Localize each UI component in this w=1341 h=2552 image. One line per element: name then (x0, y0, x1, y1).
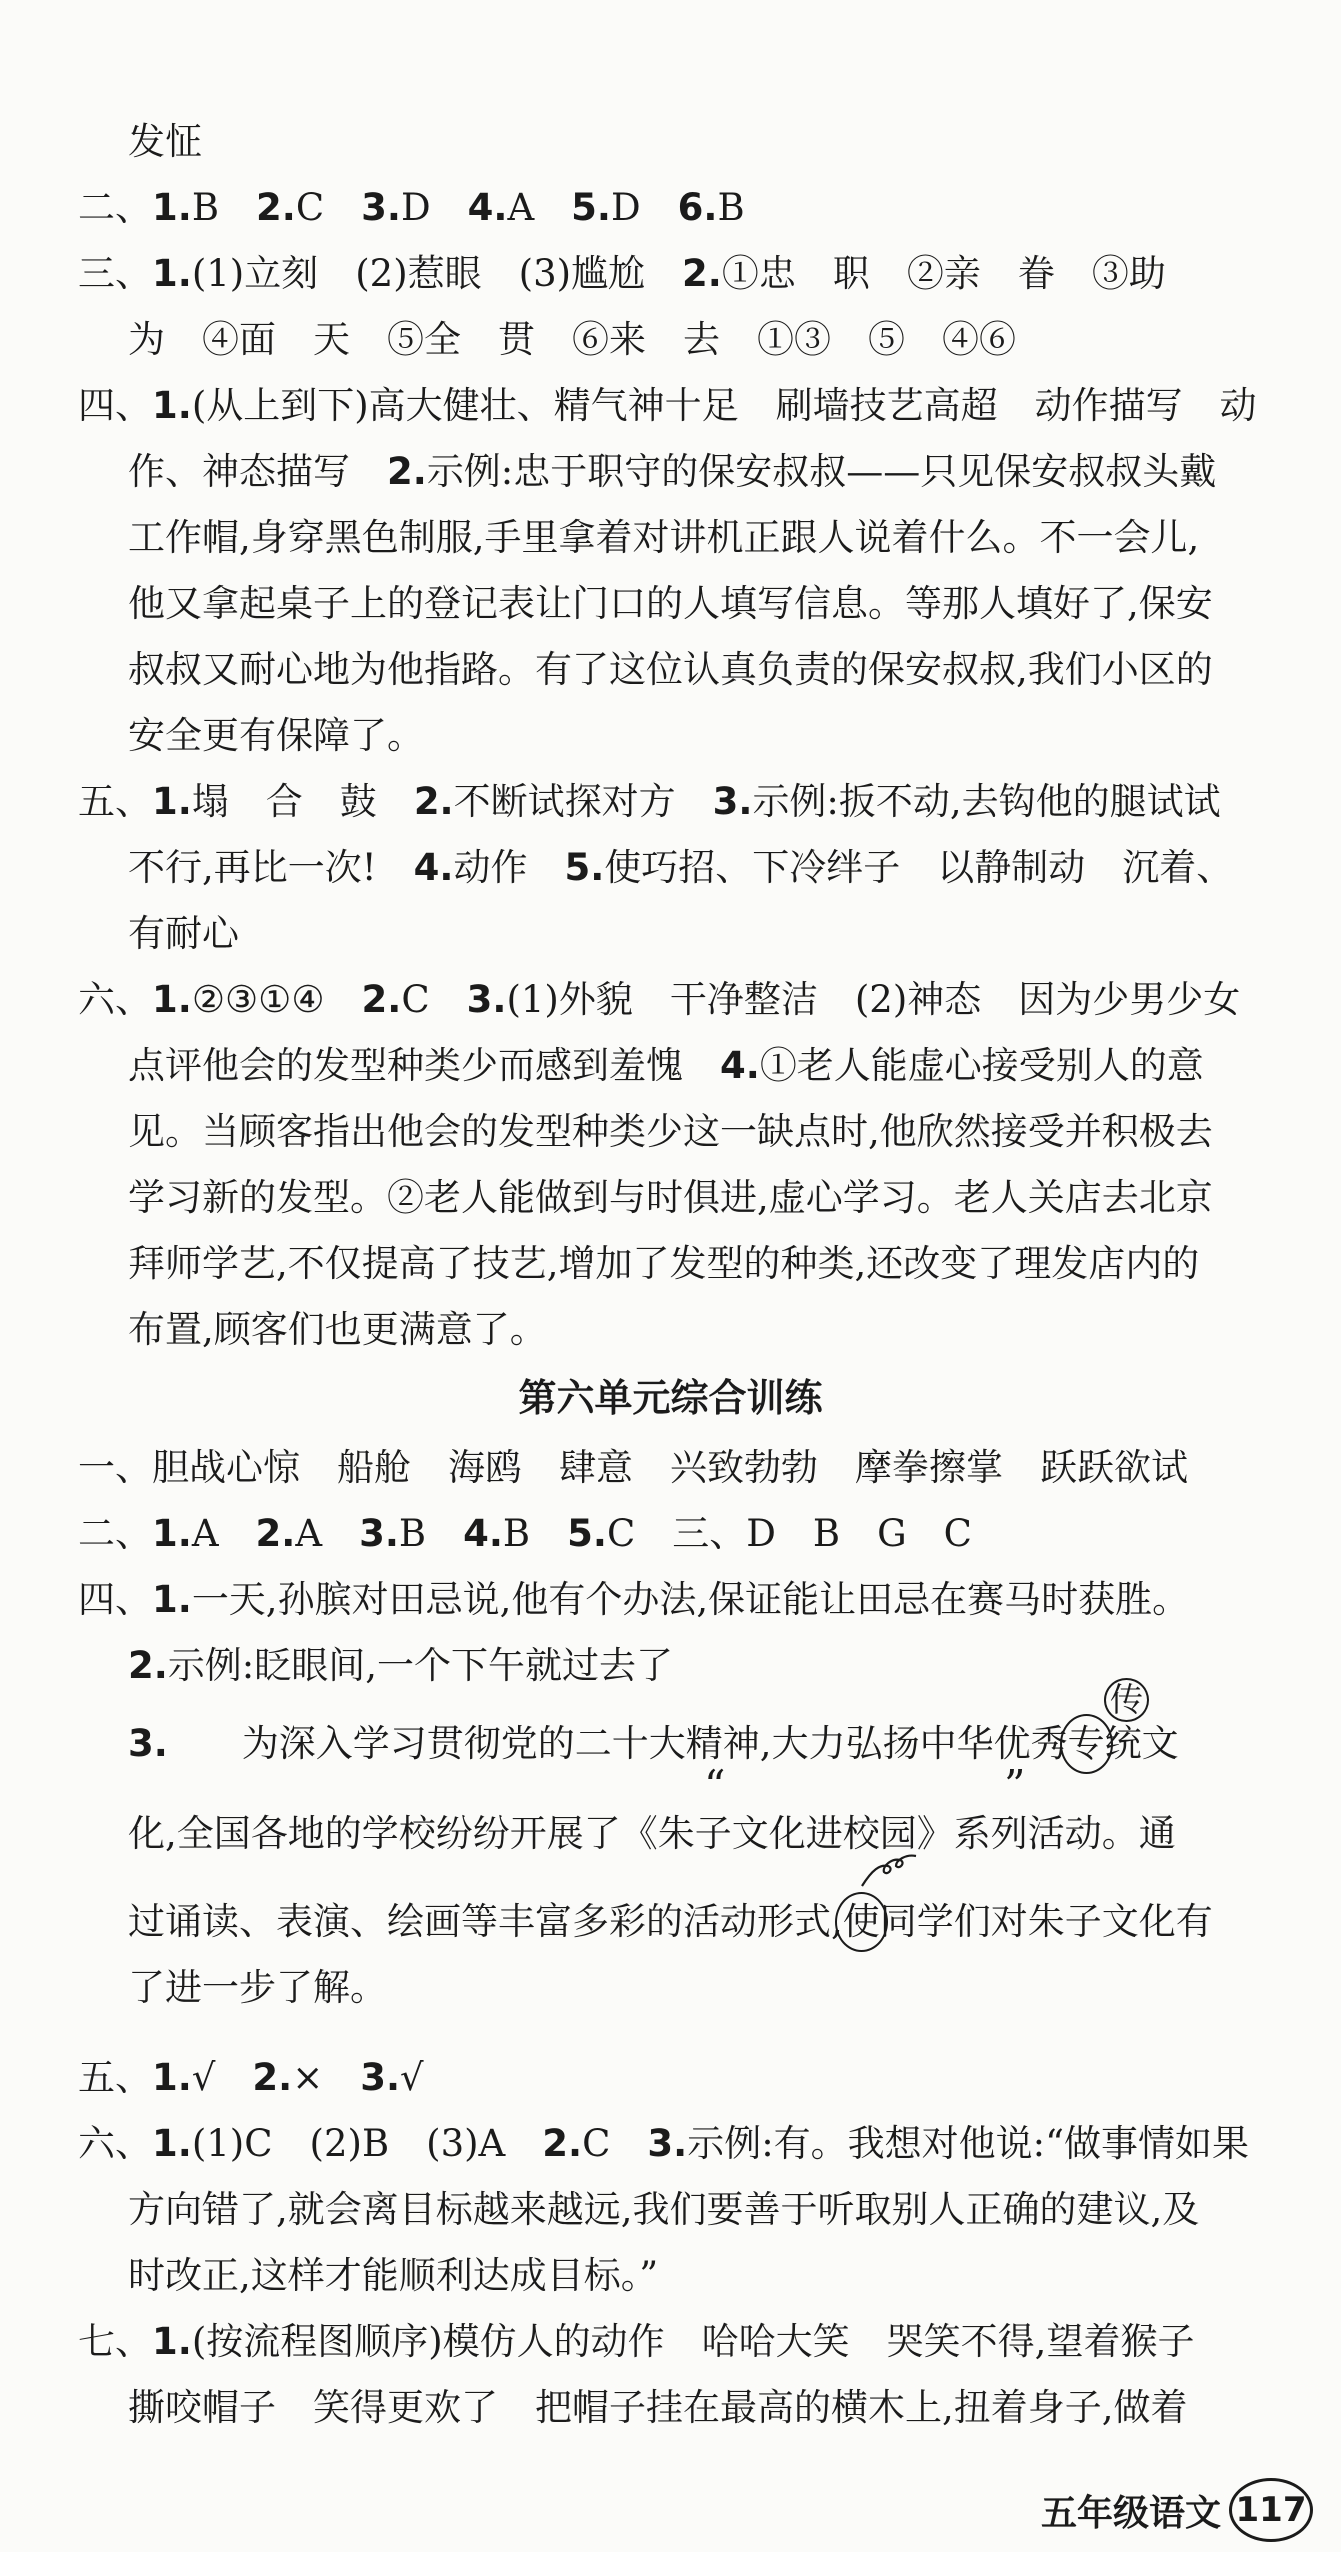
replace-bracket-close: 》 (916, 1812, 954, 1855)
text-line: 五、1.√ 2.× 3.√ (78, 2056, 424, 2099)
correction-mark: 传 (1110, 1680, 1143, 1719)
text-line: 为 ④面 天 ⑤全 贯 ⑥来 去 ①③ ⑤ ④⑥ (128, 318, 1016, 361)
text-line: 六、1.(1)C (2)B (3)A 2.C 3.示例:有。我想对他说:“做事情如果 (78, 2122, 1250, 2165)
text-line: 方向错了,就会离目标越来越远,我们要善于听取别人正确的建议,及 (128, 2188, 1200, 2231)
text-line: 拜师学艺,不仅提高了技艺,增加了发型的种类,还改变了理发店内的 (128, 1242, 1200, 1285)
delete-char-mark: 使 (843, 1896, 880, 1948)
text-line: 四、1.一天,孙膑对田忌说,他有个办法,保证能让田忌在赛马时获胜。 (78, 1578, 1190, 1621)
quote-mark-open: “ (704, 1761, 726, 1810)
replace-bracket-open: 《 (620, 1812, 658, 1855)
text-line: 二、1.B 2.C 3.D 4.A 5.D 6.B (78, 186, 745, 229)
proofreading-line: 过诵读、表演、绘画等丰富多彩的活动形式,使同学们对朱子文化有 (128, 1896, 1271, 1948)
quote-mark-close: ” (1004, 1761, 1026, 1810)
text-line: 发怔 (128, 120, 202, 163)
text-line: 学习新的发型。②老人能做到与时俱进,虚心学习。老人关店去北京 (128, 1176, 1213, 1219)
text-line: 五、1.塌 合 鼓 2.不断试探对方 3.示例:扳不动,去钩他的腿试试 (78, 780, 1221, 823)
text-line: 有耐心 (128, 912, 239, 955)
page-footer (1041, 2478, 1313, 2542)
section-title: 第六单元综合训练 (518, 1376, 823, 1420)
proofreading-line: 3. 为深入学习贯彻党的二十大精神,大力弘扬中华优秀专统文 (128, 1718, 1271, 1770)
text-line: 他又拿起桌子上的登记表让门口的人填写信息。等那人填好了,保安 (128, 582, 1213, 625)
text-line: 四、1.(从上到下)高大健壮、精气神十足 刷墙技艺高超 动作描写 动 (78, 384, 1257, 427)
text-line: 二、1.A 2.A 3.B 4.B 5.C 三、D B G C (78, 1512, 972, 1555)
text-line: 六、1.②③①④ 2.C 3.(1)外貌 干净整洁 (2)神态 因为少男少女 (78, 978, 1241, 1021)
footer-label: 五年级语文 (1040, 2492, 1221, 2534)
text-line: 安全更有保障了。 (128, 714, 424, 757)
proofreading-line: 化,全国各地的学校纷纷开展了《朱子文化进校园》系列活动。通 (128, 1812, 1176, 1855)
text-line: 一、胆战心惊 船舱 海鸥 肆意 兴致勃勃 摩拳擦掌 跃跃欲试 (78, 1446, 1188, 1489)
text-line: 时改正,这样才能顺利达成目标。” (128, 2254, 659, 2297)
text-line: 叔叔又耐心地为他指路。有了这位认真负责的保安叔叔,我们小区的 (128, 648, 1213, 691)
delete-mark-icon (858, 1850, 922, 1890)
text-line: 三、1.(1)立刻 (2)惹眼 (3)尴尬 2.①忠 职 ②亲 眷 ③助 (78, 252, 1166, 295)
text-line: 点评他会的发型种类少而感到羞愧 4.①老人能虚心接受别人的意 (128, 1044, 1204, 1087)
text-line: 不行,再比一次! 4.动作 5.使巧招、下冷绊子 以静制动 沉着、 (128, 846, 1234, 889)
text-line: 见。当顾客指出他会的发型种类少这一缺点时,他欣然接受并积极去 (128, 1110, 1213, 1153)
text-line: 撕咬帽子 笑得更欢了 把帽子挂在最高的横木上,扭着身子,做着 (128, 2386, 1188, 2429)
wrong-char-mark: 专 (1068, 1718, 1105, 1770)
page-number: 117 (1229, 2478, 1313, 2542)
text-line: 布置,顾客们也更满意了。 (128, 1308, 547, 1351)
text-line: 七、1.(按流程图顺序)模仿人的动作 哈哈大笑 哭笑不得,望着猴子 (78, 2320, 1195, 2363)
item-number: 3. (128, 1722, 168, 1765)
text-line: 作、神态描写 2.示例:忠于职守的保安叔叔——只见保安叔叔头戴 (128, 450, 1217, 493)
text-line: 2.示例:眨眼间,一个下午就过去了 (128, 1644, 674, 1687)
text-line: 工作帽,身穿黑色制服,手里拿着对讲机正跟人说着什么。不一会儿, (128, 516, 1200, 559)
proofreading-line: 了进一步了解。 (128, 1966, 387, 2009)
